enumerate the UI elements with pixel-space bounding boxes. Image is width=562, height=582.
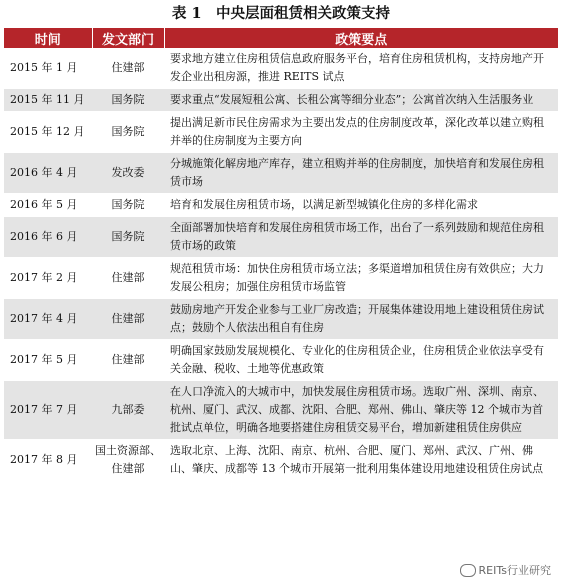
table-body (4, 48, 558, 481)
cell-date: 2016 年 6 月 (4, 217, 92, 258)
table-row (4, 194, 558, 217)
table-row (4, 299, 558, 340)
cell-policy: 要求重点“发展短租公寓、长租公寓等细分业态”；公寓首次纳入生活服务业 (164, 89, 558, 112)
cell-date: 2016 年 5 月 (4, 194, 92, 217)
table-row (4, 440, 558, 481)
table-header-row (4, 28, 558, 48)
policy-table (4, 28, 558, 481)
table-row (4, 258, 558, 299)
cell-dept: 住建部 (92, 340, 164, 381)
cell-dept: 住建部 (92, 299, 164, 340)
wechat-icon (460, 564, 476, 577)
cell-date: 2017 年 8 月 (4, 440, 92, 481)
cell-dept: 国务院 (92, 112, 164, 153)
cell-policy: 选取北京、上海、沈阳、南京、杭州、合肥、厦门、郑州、武汉、广州、佛山、肇庆、成都等 13 个城市开展第一批利用集体建设用地建设租赁住房试点 (164, 440, 558, 481)
cell-dept: 国务院 (92, 194, 164, 217)
cell-dept: 国务院 (92, 89, 164, 112)
cell-policy: 提出满足新市民住房需求为主要出发点的住房制度改革，深化改革以建立购租并举的住房制度为主要方向 (164, 112, 558, 153)
cell-dept: 发改委 (92, 153, 164, 194)
cell-date: 2017 年 4 月 (4, 299, 92, 340)
header-policy: 政策要点 (164, 28, 558, 48)
cell-policy: 在人口净流入的大城市中，加快发展住房租赁市场。选取广州、深圳、南京、杭州、厦门、武汉、成都、沈阳、合肥、郑州、佛山、肇庆等 12 个城市为首批试点单位，明确各地要搭建住房租赁交易平台，增加新建租赁住房供应 (164, 381, 558, 440)
watermark-text: REITs行业研究 (478, 564, 551, 577)
header-time: 时间 (4, 28, 92, 48)
cell-date: 2017 年 7 月 (4, 381, 92, 440)
table-row (4, 217, 558, 258)
table-row (4, 89, 558, 112)
cell-date: 2017 年 5 月 (4, 340, 92, 381)
cell-policy: 明确国家鼓励发展规模化、专业化的住房租赁企业，住房租赁企业依法享受有关金融、税收、土地等优惠政策 (164, 340, 558, 381)
cell-policy: 鼓励房地产开发企业参与工业厂房改造；开展集体建设用地上建设租赁住房试点；鼓励个人依法出租自有住房 (164, 299, 558, 340)
table-row (4, 153, 558, 194)
cell-policy: 培育和发展住房租赁市场，以满足新型城镇化住房的多样化需求 (164, 194, 558, 217)
table-row (4, 381, 558, 440)
cell-dept: 九部委 (92, 381, 164, 440)
cell-dept: 住建部 (92, 48, 164, 89)
table-row (4, 112, 558, 153)
cell-dept: 住建部 (92, 258, 164, 299)
table-row (4, 340, 558, 381)
cell-date: 2015 年 12 月 (4, 112, 92, 153)
table-row (4, 48, 558, 89)
cell-policy: 规范租赁市场：加快住房租赁市场立法；多渠道增加租赁住房有效供应；大力发展公租房；加强住房租赁市场监管 (164, 258, 558, 299)
cell-dept: 国务院 (92, 217, 164, 258)
cell-policy: 要求地方建立住房租赁信息政府服务平台，培育住房租赁机构，支持房地产开发企业出租房源，推进 REITS 试点 (164, 48, 558, 89)
cell-date: 2015 年 11 月 (4, 89, 92, 112)
cell-policy: 全面部署加快培育和发展住房租赁市场工作，出台了一系列鼓励和规范住房租赁市场的政策 (164, 217, 558, 258)
watermark (457, 562, 554, 578)
cell-date: 2015 年 1 月 (4, 48, 92, 89)
cell-date: 2016 年 4 月 (4, 153, 92, 194)
cell-dept: 国土资源部、住建部 (92, 440, 164, 481)
table-title: 表 1 中央层面租赁相关政策支持 (171, 5, 391, 22)
cell-date: 2017 年 2 月 (4, 258, 92, 299)
header-dept: 发文部门 (92, 28, 164, 48)
cell-policy: 分城施策化解房地产库存，建立租购并举的住房制度，加快培育和发展住房租赁市场 (164, 153, 558, 194)
